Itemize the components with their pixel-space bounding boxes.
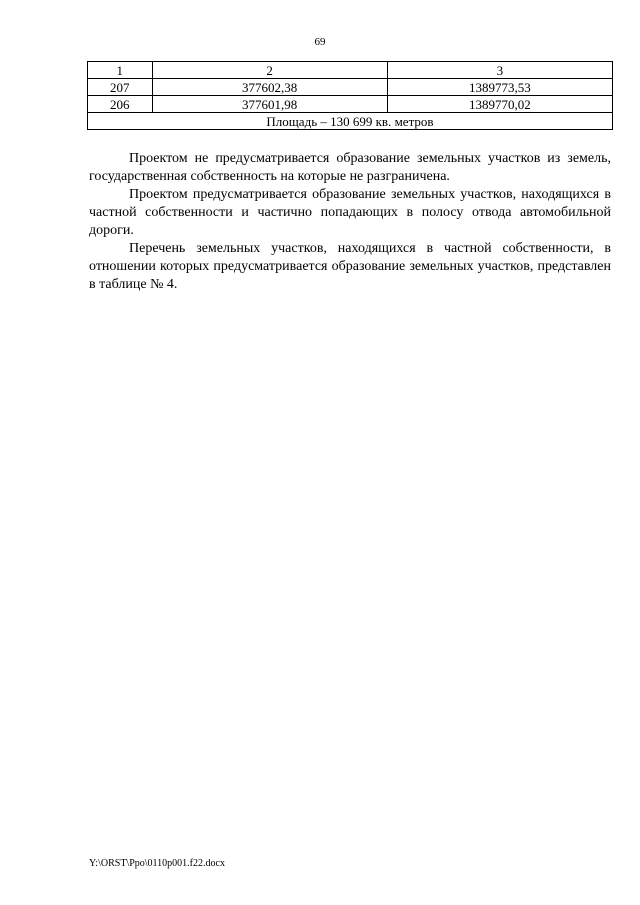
table-row — [88, 96, 613, 113]
footer-file-path: Y:\ORST\Ppo\0110p001.f22.docx — [89, 858, 225, 869]
body-text — [89, 150, 611, 294]
paragraph: Проектом предусматривается образование земельных участков, находящихся в частной собственности и частично попадающих в полосу отвода автомобильной дороги. — [89, 187, 611, 238]
point-number-cell: 207 — [88, 79, 153, 96]
x-coordinate-cell: 377602,38 — [152, 79, 387, 96]
page-number: 69 — [314, 36, 326, 48]
coordinates-table — [87, 61, 613, 130]
y-coordinate-cell: 1389770,02 — [387, 96, 612, 113]
area-row — [88, 113, 613, 130]
paragraph: Перечень земельных участков, находящихся в частной собственности, в отношении которых предусматривается образование земельных участков, представлен в таблице № 4. — [89, 241, 611, 292]
x-coordinate-cell: 377601,98 — [152, 96, 387, 113]
y-coordinate-cell: 1389773,53 — [387, 79, 612, 96]
point-number-cell: 206 — [88, 96, 153, 113]
area-cell: Площадь – 130 699 кв. метров — [88, 113, 613, 130]
paragraph: Проектом не предусматривается образование земельных участков из земель, государственная собственность на которые не разграничена. — [89, 151, 611, 184]
table-header-row — [88, 62, 613, 79]
table-header-cell: 2 — [152, 62, 387, 79]
table-header-cell: 3 — [387, 62, 612, 79]
table-row — [88, 79, 613, 96]
table-header-cell: 1 — [88, 62, 153, 79]
